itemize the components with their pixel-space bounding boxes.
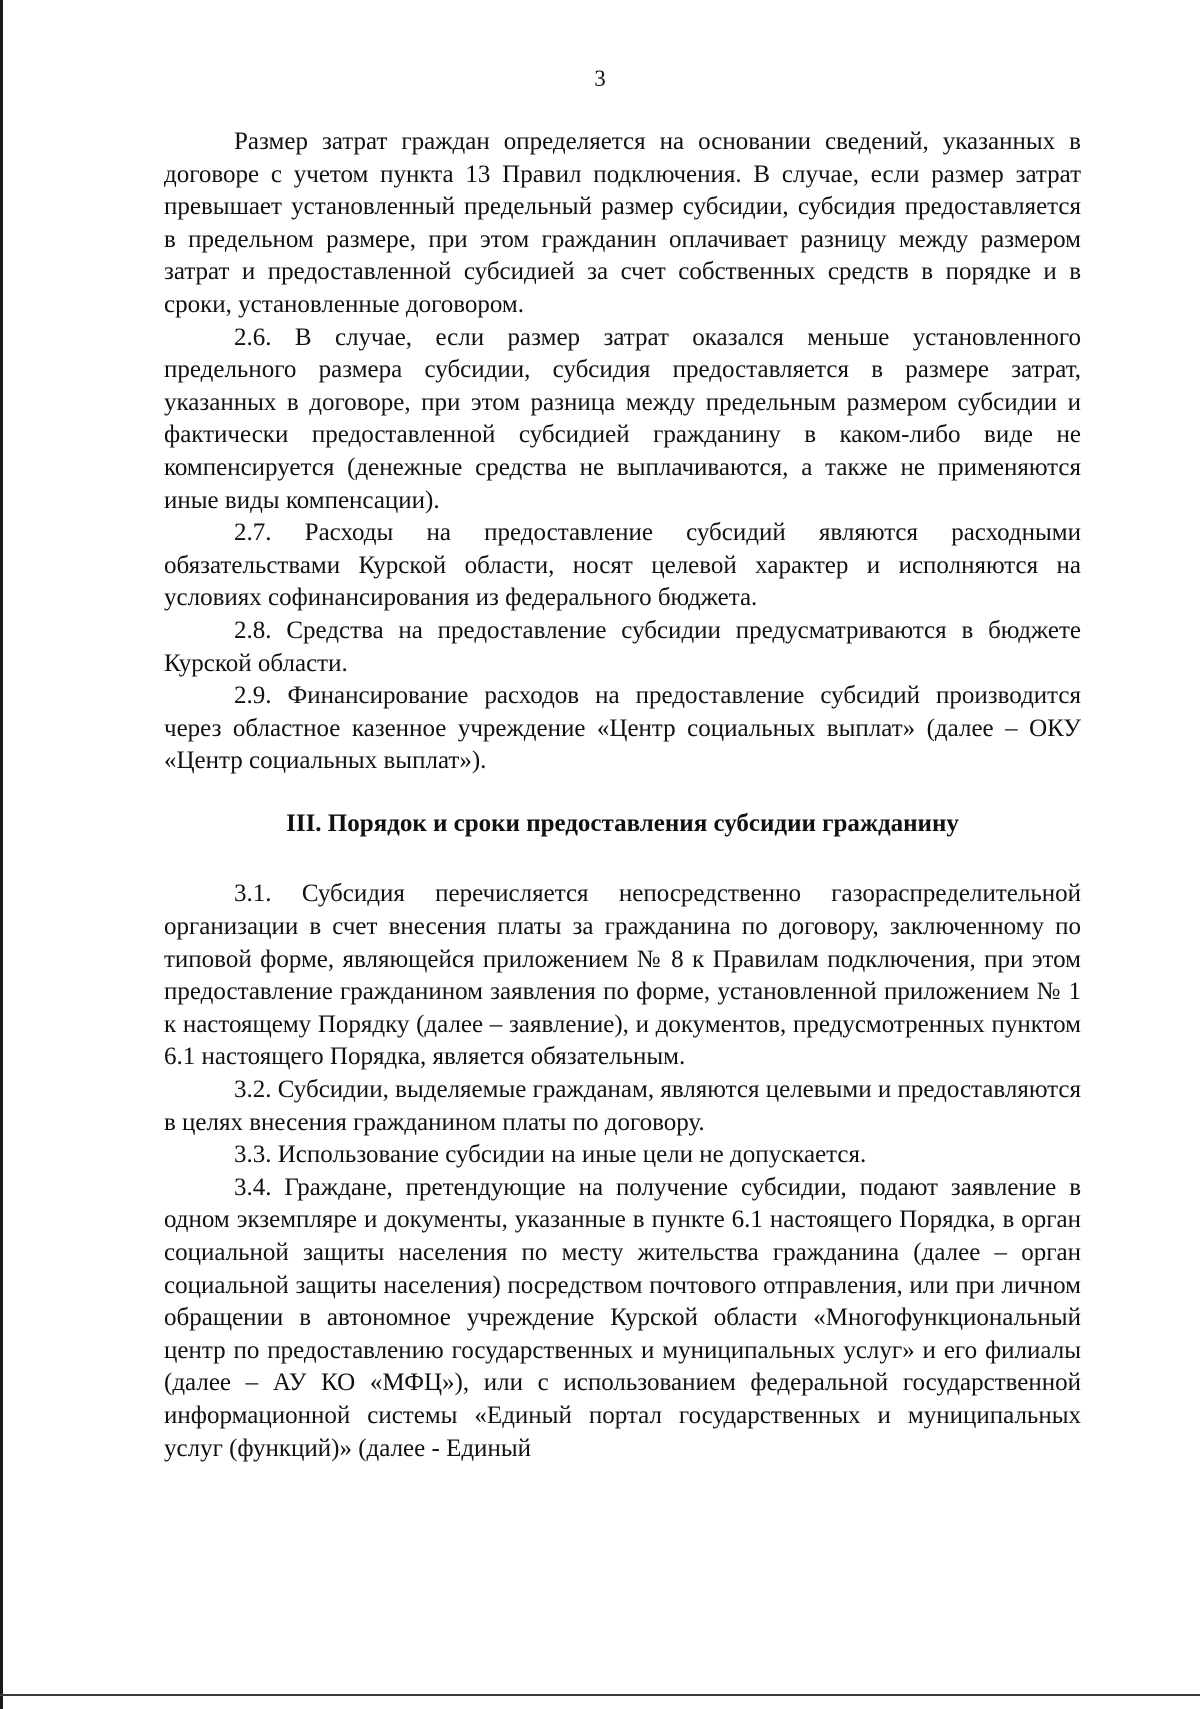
scan-edge-bottom: [0, 1694, 1200, 1696]
paragraph-3-1: 3.1. Субсидия перечисляется непосредственно газораспределительной организации в счет внесения платы за гражданина по договору, заключенному по типовой форме, являющейся приложением № 8 к Правилам подключения, при этом предоставление гражданином заявления по форме, установленной приложением № 1 к настоящему Порядку (далее – заявление), и документов, предусмотренных пунктом 6.1 настоящего Порядка, является обязательным.: [164, 880, 1081, 1071]
paragraph-3-4: 3.4. Граждане, претендующие на получение субсидии, подают заявление в одном экземпляре и документы, указанные в пункте 6.1 настоящего Порядка, в орган социальной защиты населения по месту жительства гражданина (далее – орган социальной защиты населения) посредством почтового отправления, или при личном обращении в автономное учреждение Курской области «Многофункциональный центр по предоставлению государственных и муниципальных услуг» и его филиалы (далее – АУ КО «МФЦ»), или с использованием федеральной государственной информационной системы «Единый портал государственных и муниципальных услуг (функций)» (далее - Единый: [164, 1173, 1081, 1462]
section-heading: III. Порядок и сроки предоставления субсидии гражданину: [286, 809, 959, 837]
paragraph-cost-size: Размер затрат граждан определяется на основании сведений, указанных в договоре с учетом пункта 13 Правил подключения. В случае, если размер затрат превышает установленный предельный размер субсидии, субсидия предоставляется в предельном размере, при этом гражданин оплачивает разницу между размером затрат и предоставленной субсидией за счет собственных средств в порядке и в сроки, установленные договором.: [164, 128, 1081, 318]
paragraph-2-6: 2.6. В случае, если размер затрат оказался меньше установленного предельного размера субсидии, субсидия предоставляется в размере затрат, указанных в договоре, при этом разница между предельным размером субсидии и фактически предоставленной субсидией гражданину в каком-либо виде не компенсируется (денежные средства не выплачиваются, а также не применяются иные виды компенсации).: [164, 323, 1081, 514]
document-body: [164, 126, 1081, 1465]
paragraph-2-7: 2.7. Расходы на предоставление субсидий являются расходными обязательствами Курской области, носят целевой характер и исполняются на условиях софинансирования из федерального бюджета.: [164, 519, 1081, 612]
paragraph-2-9: 2.9. Финансирование расходов на предоставление субсидий производится через областное казенное учреждение «Центр социальных выплат» (далее – ОКУ «Центр социальных выплат»).: [164, 682, 1081, 775]
page-number: 3: [594, 66, 606, 91]
paragraph-3-2: 3.2. Субсидии, выделяемые гражданам, являются целевыми и предоставляются в целях внесения гражданином платы по договору.: [164, 1076, 1081, 1136]
scan-edge-left: [0, 0, 3, 1709]
paragraph-3-3: 3.3. Использование субсидии на иные цели не допускается.: [234, 1141, 867, 1169]
paragraph-2-8: 2.8. Средства на предоставление субсидии предусматриваются в бюджете Курской области.: [164, 616, 1081, 677]
